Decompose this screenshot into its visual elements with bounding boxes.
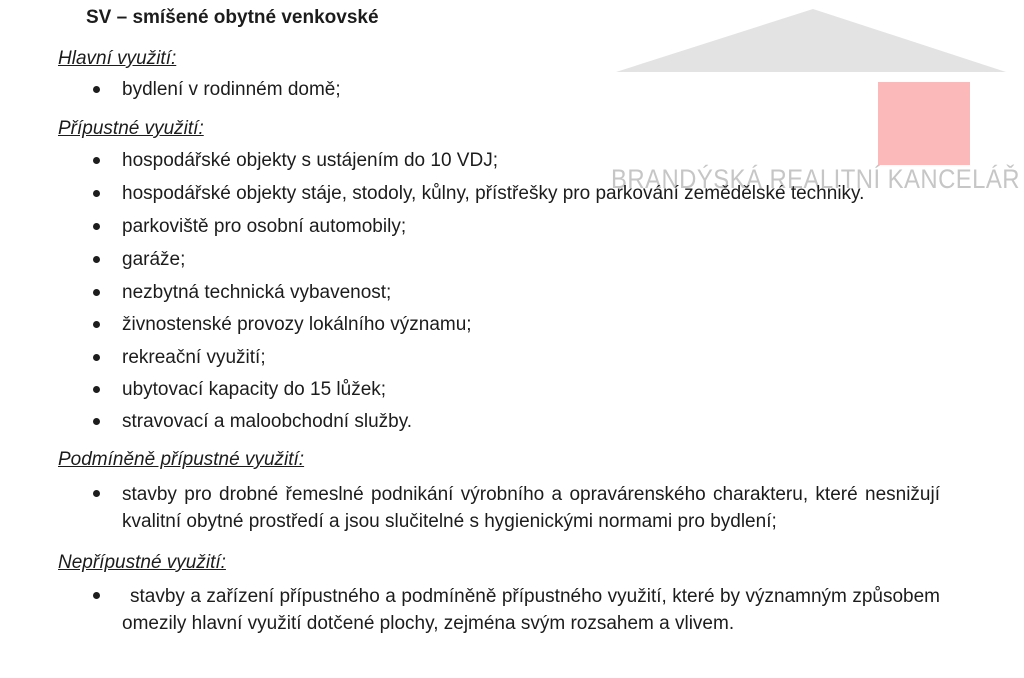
watermark-text: BRANDÝSKÁ REALITNÍ KANCELÁŘ	[611, 164, 1020, 194]
section-heading-nepripustne-vyuziti: Nepřípustné využití:	[58, 552, 226, 573]
bullet-dot-icon	[93, 256, 100, 263]
bullet-dot-icon	[93, 321, 100, 328]
bullet-dot-icon	[93, 354, 100, 361]
bullet-paragraph-text: stavby a zařízení přípustného a podmíněně přípustného využití, které by významným způsobem omezily hlavní využití dotčené plochy, zejména svým rozsahem a vlivem.	[122, 586, 940, 634]
bullet-dot-icon	[93, 386, 100, 393]
bullet-item	[122, 410, 412, 434]
bullet-item	[122, 182, 864, 206]
bullet-item-text: rekreační využití;	[122, 347, 266, 368]
bullet-item-text: parkoviště pro osobní automobily;	[122, 216, 407, 237]
bullet-dot-icon	[93, 157, 100, 164]
bullet-item	[122, 313, 472, 337]
bullet-dot-icon	[93, 592, 100, 599]
bullet-item	[122, 215, 406, 239]
bullet-item-text: hospodářské objekty stáje, stodoly, kůlny, přístřešky pro parkování zemědělské techniky.	[122, 183, 865, 204]
bullet-dot-icon	[93, 86, 100, 93]
page-title: SV – smíšené obytné venkovské	[86, 7, 379, 28]
bullet-item-text: bydlení v rodinném domě;	[122, 79, 341, 100]
bullet-paragraph	[122, 583, 940, 637]
section-heading-pripustne-vyuziti: Přípustné využití:	[58, 118, 204, 139]
bullet-item-text: garáže;	[122, 249, 186, 270]
bullet-item-text: ubytovací kapacity do 15 lůžek;	[122, 379, 387, 400]
bullet-item	[122, 248, 185, 272]
bullet-item	[122, 78, 341, 102]
bullet-dot-icon	[93, 490, 100, 497]
section-heading-hlavni-vyuziti: Hlavní využití:	[58, 48, 177, 69]
bullet-dot-icon	[93, 418, 100, 425]
bullet-item	[122, 149, 498, 173]
bullet-item-text: stravovací a maloobchodní služby.	[122, 411, 413, 432]
bullet-item-text: živnostenské provozy lokálního významu;	[122, 314, 472, 335]
bullet-item	[122, 378, 386, 402]
bullet-dot-icon	[93, 223, 100, 230]
bullet-item	[122, 346, 266, 370]
section-heading-podminene-pripustne-vyuziti: Podmíněně přípustné využití:	[58, 449, 305, 470]
bullet-item	[122, 281, 391, 305]
bullet-paragraph	[122, 481, 940, 535]
bullet-dot-icon	[93, 190, 100, 197]
bullet-item-text: hospodářské objekty s ustájením do 10 VDJ;	[122, 150, 498, 171]
bullet-dot-icon	[93, 289, 100, 296]
bullet-paragraph-text: stavby pro drobné řemeslné podnikání výrobního a opravárenského charakteru, které nesnižují kvalitní obytné prostředí a jsou slučitelné s hygienickými normami pro bydlení;	[122, 484, 940, 532]
bullet-item-text: nezbytná technická vybavenost;	[122, 282, 392, 303]
